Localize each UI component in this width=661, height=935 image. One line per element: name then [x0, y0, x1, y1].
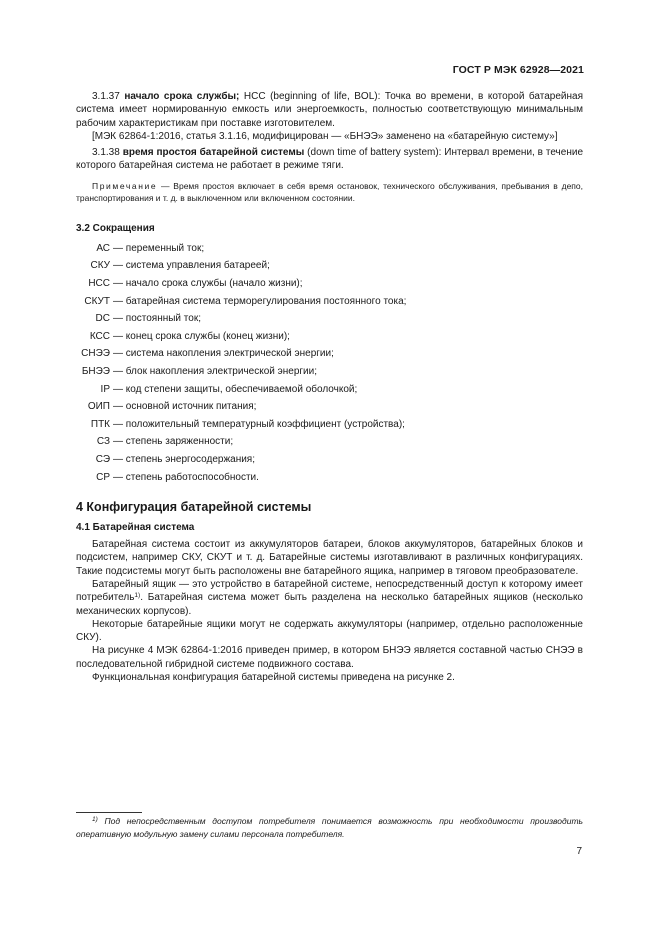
paragraph	[76, 578, 583, 618]
term-title: начало срока службы;	[124, 91, 240, 102]
footnote	[76, 815, 583, 840]
abbreviation-key: DC	[95, 313, 110, 325]
term-number: 3.1.38	[92, 147, 120, 159]
abbreviation-row	[46, 433, 583, 451]
abbreviation-key: БНЭЭ	[81, 365, 110, 377]
term-number: 3.1.37	[92, 91, 120, 102]
note-label: Примечание	[92, 180, 158, 191]
abbreviation-key: НСС	[88, 277, 110, 289]
abbreviation-value: — батарейная система терморегулирования постоянного тока;	[113, 295, 407, 307]
abbreviation-row	[46, 451, 583, 469]
term-definition: НСС (beginning of life, BOL): Точка во времени, в которой батарейная система имеет нормированную емкость или энергоемкость, полностью соответствующую минимальным рабочим характеристикам при поставке изготовителем.	[76, 91, 584, 129]
footnote-text: Под непосредственным доступом потребителя понимается возможность при необходимости производить оперативную модульную замену силами персонала потребителя.	[76, 816, 583, 839]
paragraph-text: . Батарейная система может быть разделена на несколько батарейных ящиков (несколько механических корпусов).	[76, 592, 583, 617]
paragraph: Функциональная конфигурация батарейной системы приведена на рисунке 2.	[92, 672, 455, 684]
abbreviation-value: — конец срока службы (конец жизни);	[113, 330, 290, 342]
abbreviation-row	[46, 345, 583, 363]
term-3-1-37	[76, 90, 583, 130]
note-text: — Время простоя включает в себя время остановок, технического обслуживания, пребывания в депо, транспортирования и т. д. в выключенном или включенном состоянии.	[76, 180, 583, 203]
abbreviation-value: — код степени защиты, обеспечиваемой оболочкой;	[113, 383, 358, 395]
standard-header: ГОСТ Р МЭК 62928—2021	[452, 64, 584, 76]
abbreviation-value: — степень энергосодержания;	[113, 453, 255, 465]
abbreviation-key: ОИП	[87, 401, 110, 413]
paragraph: На рисунке 4 МЭК 62864-1:2016 приведен пример, в котором БНЭЭ является составной частью СНЭЭ в последовательной гибридной системе подвижного состава.	[76, 645, 583, 670]
footnote-divider	[76, 812, 142, 813]
note	[76, 180, 583, 204]
abbreviation-row	[46, 469, 583, 487]
abbreviation-value: — переменный ток;	[113, 242, 205, 254]
main-content	[76, 90, 583, 684]
term-source: [МЭК 62864-1:2016, статья 3.1.16, модифицирован — «БНЭЭ» заменено на «батарейную систему»]	[92, 130, 558, 142]
paragraph: Некоторые батарейные ящики могут не содержать аккумуляторы (например, отдельно расположенные СКУ).	[76, 618, 583, 644]
abbreviation-row	[46, 328, 583, 346]
abbreviation-row	[46, 240, 583, 258]
abbreviation-key: КСС	[89, 330, 110, 342]
abbreviation-value: — степень работоспособности.	[113, 471, 259, 483]
page-number: 7	[576, 846, 582, 857]
term-title: время простоя батарейной системы	[122, 147, 305, 159]
abbreviation-value: — основной источник питания;	[113, 401, 257, 413]
paragraph: Батарейная система состоит из аккумуляторов батареи, блоков аккумуляторов, батарейных блоков и подсистем, например СКУ, СКУТ и т. д. Батарейные системы изготавливают в различных конфигурациях. Такие подсистемы могут быть расположены вне батарейного ящика, например в тяговом преобразователе.	[76, 539, 583, 577]
footnote-mark: 1)	[92, 816, 98, 823]
abbreviation-row	[46, 398, 583, 416]
abbreviation-key: СКУ	[90, 260, 110, 272]
abbreviation-row	[46, 257, 583, 275]
abbreviation-row	[46, 293, 583, 311]
abbreviation-row	[46, 416, 583, 434]
abbreviation-key: СЗ	[96, 436, 110, 448]
abbreviation-value: — блок накопления электрической энергии;	[113, 365, 317, 377]
abbreviation-row	[46, 363, 583, 381]
abbreviation-key: ПТК	[90, 418, 110, 430]
abbreviation-row	[46, 310, 583, 328]
section-4-1-title: 4.1 Батарейная система	[76, 522, 195, 534]
term-3-1-38	[76, 146, 583, 173]
abbreviation-value: — положительный температурный коэффициент (устройства);	[113, 418, 405, 430]
abbreviation-value: — постоянный ток;	[113, 313, 201, 325]
section-3-2-title: 3.2 Сокращения	[76, 222, 155, 234]
footnote-ref: 1)	[134, 592, 141, 600]
term-definition: (down time of battery system): Интервал времени, в течение которого батарейная система не работает в режиме тяги.	[76, 147, 583, 172]
abbreviation-key: СР	[96, 471, 110, 483]
abbreviation-key: IP	[100, 383, 110, 395]
abbreviation-key: СНЭЭ	[81, 348, 110, 360]
abbreviation-key: СКУТ	[84, 295, 110, 307]
abbreviation-value: — система накопления электрической энергии;	[113, 348, 334, 360]
abbreviation-row	[46, 381, 583, 399]
abbreviation-row	[46, 275, 583, 293]
abbreviation-value: — степень заряженности;	[113, 436, 234, 448]
abbreviation-value: — начало срока службы (начало жизни);	[113, 277, 303, 289]
abbreviation-value: — система управления батареей;	[113, 260, 270, 272]
abbreviation-key: АС	[96, 242, 110, 254]
paragraph-text: Батарейный ящик — это устройство в батарейной системе, непосредственный доступ к которому имеет потребитель	[76, 578, 583, 604]
abbreviation-list	[46, 240, 583, 486]
section-4-title: 4 Конфигурация батарейной системы	[76, 500, 312, 515]
abbreviation-key: СЭ	[95, 453, 110, 465]
